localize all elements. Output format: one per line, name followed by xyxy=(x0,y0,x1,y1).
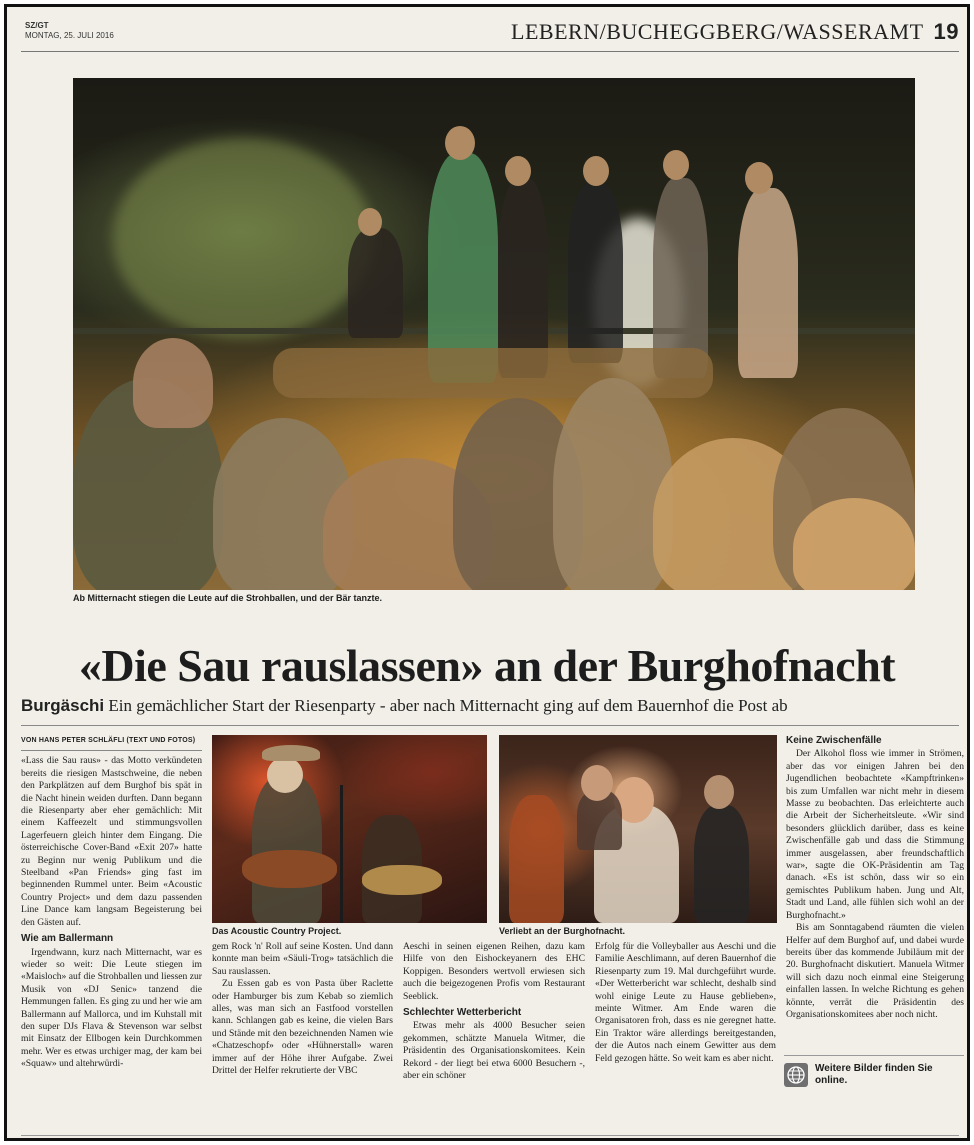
subhead-divider xyxy=(21,725,959,726)
mic-stand xyxy=(340,785,343,923)
paragraph: Aeschi in seinen eigenen Reihen, dazu kam Hilfe von den Eishockeyanern des EHC Koppigen. Besonders wertvoll erwiesen sich auch die beigezogenen Profis vom Restaurant Seeblick. xyxy=(403,941,585,1002)
guitar xyxy=(362,865,442,895)
dancer-head xyxy=(445,126,475,160)
main-photo xyxy=(73,78,915,590)
article-column-1 xyxy=(21,735,202,1130)
article-column-5 xyxy=(786,735,964,1053)
globe-icon xyxy=(784,1063,808,1087)
newspaper-page xyxy=(4,4,970,1141)
dancer-head xyxy=(663,150,689,180)
couple-photo xyxy=(499,735,777,923)
article-subheadline xyxy=(21,696,788,716)
article-column-4 xyxy=(595,941,776,1131)
musician-figure xyxy=(252,775,322,923)
musician-head xyxy=(267,757,303,793)
bystander-head xyxy=(704,775,734,809)
dancer-head xyxy=(358,208,382,236)
dancer-figure xyxy=(348,228,403,338)
crowd-person xyxy=(133,338,213,428)
paragraph: gem Rock 'n' Roll auf seine Kosten. Und dann konnte man beim «Säuli-Trog» tatsächlich die Sau rauslassen. xyxy=(212,941,393,977)
section-header xyxy=(511,19,959,45)
crowd-person xyxy=(793,498,915,590)
man-head xyxy=(581,765,613,801)
guitar xyxy=(242,850,337,888)
subheading: Schlechter Wetterbericht xyxy=(403,1007,522,1019)
straw-bales xyxy=(273,348,713,398)
page-number: 19 xyxy=(933,19,959,44)
header-divider xyxy=(21,51,959,52)
footer-divider xyxy=(21,1135,959,1136)
promo-divider xyxy=(784,1055,964,1056)
paragraph: Der Alkohol floss wie immer in Strömen, aber das vor einigen Jahren bei den Jugendlichen beobachtete «Kampftrinken» bis zum Umfallen war nicht mehr in diesem Masse zu beobachten. Das erleichterte auch die Arbeit der Sicherheitsleute. «Wir sind besonders glücklich darüber, dass es keine Zwischenfälle gab und dass die Stimmung immer ausgelassen, aber freundschaftlich war», sagte die OK-Präsidentin am Tag danach. «Es ist schön, dass wir so ein gemischtes Publikum haben. Jung und Alt, Stadt und Land, alle fühlen sich wohl an der Burghofnacht.» xyxy=(786,748,964,921)
byline: VON HANS PETER SCHLÄFLI (TEXT UND FOTOS) xyxy=(21,735,202,751)
kicker: Burgäschi xyxy=(21,696,105,715)
cowboy-hat xyxy=(262,745,320,761)
article-headline: «Die Sau rauslassen» an der Burghofnacht xyxy=(78,640,896,691)
section-title: LEBERN/BUCHEGGBERG/WASSERAMT xyxy=(511,19,924,44)
dancer-head xyxy=(505,156,531,186)
article-column-2 xyxy=(212,941,393,1131)
main-photo-caption: Ab Mitternacht stiegen die Leute auf die Strohballen, und der Bär tanzte. xyxy=(73,593,383,603)
paragraph: Etwas mehr als 4000 Besucher seien gekommen, schätzte Manuela Witmer, die Präsidentin des Organisationskomitees. Kein Rekord - der liegt bei etwa 6000 Besuchern -, aber ein schöner xyxy=(403,1020,585,1082)
paragraph: Erfolg für die Volleyballer aus Aeschi und die Familie Aeschlimann, auf deren Bauernhof die Riesenparty zum 19. Mal durchgeführt wurde. «Der Wetterbericht war schlecht, deshalb sind wohl einige Leute zu Hause geblieben», meinte Witmer. Am Ende waren die Organisatoren froh, dass es nie geregnet hatte. Ein Traktor wäre allerdings bereitgestanden, der die Autos nach einem Gewitter aus dem Feld gezogen hätte. So weit kam es aber nicht. xyxy=(595,941,776,1064)
subheading: Wie am Ballermann xyxy=(21,933,114,945)
publication-code: SZ/GT xyxy=(25,21,49,30)
dancer-figure xyxy=(738,188,798,378)
couple-photo-caption: Verliebt an der Burghofnacht. xyxy=(499,926,626,936)
masthead-meta xyxy=(25,21,114,41)
paragraph: «Lass die Sau raus» - das Motto verkündeten bereits die riesigen Mastschweine, die neben den Parkplätzen auf dem Burghof bis spät in die Nacht hinein weiden durften. Dann begann die Riesenparty aber eher gemächlich: Mit einem Kaffeezelt und stimmungsvollen Lagerfeuern gleich hinter dem Eingang. Die österreichische Cover-Band «Exit 207» hatte zu Beginn nur wenig Publikum und die Steelband «Pan Friends» ging fast im beginnenden Rummel unter. Beim «Acoustic Country Project» und dem dazu passenden Line Dance kam langsam Begeisterung bei den Gästen auf. xyxy=(21,755,202,928)
band-photo xyxy=(212,735,487,923)
subheadline-text: Ein gemächlicher Start der Riesenparty - aber nach Mitternacht ging auf dem Bauernhof die Post ab xyxy=(108,696,788,715)
paragraph: Bis am Sonntagabend räumten die vielen Helfer auf dem Burghof auf, und dabei wurde bereits über das kommende Jubiläum mit der 20. Burghofnacht diskutiert. Manuela Witmer will sich dazu noch einmal eine Steigerung einfallen lassen. In welche Richtung es gehen könnte, verrät die Präsidentin des Organisationskomitees aber noch nicht. xyxy=(786,922,964,1020)
dancer-figure xyxy=(568,183,623,363)
bystander-figure xyxy=(694,805,749,923)
bystander-figure xyxy=(509,795,564,923)
dancer-head xyxy=(745,162,773,194)
paragraph: Zu Essen gab es von Pasta über Raclette oder Hamburger bis zum Kebab so ziemlich alles, was man sich an Fastfood vorstellen kann. Schlangen gab es keine, die vielen Bars und Stände mit den bezeichnenden Namen wie «Chatzeschopf» oder «Hühnerstall» waren immer auf der Höhe ihrer Aufgabe. Zwei Drittel der Helfer rekrutierte der VBC xyxy=(212,978,393,1077)
more-photos-link[interactable]: Weitere Bilder finden Sie online. xyxy=(815,1063,933,1086)
stage-light-glow xyxy=(113,138,373,338)
dancer-head xyxy=(583,156,609,186)
band-photo-caption: Das Acoustic Country Project. xyxy=(212,926,342,936)
paragraph: Irgendwann, kurz nach Mitternacht, war es wieder so weit: Die Leute stiegen im «Maisloch» auf die Strohballen und liessen zur Musik von «DJ Senic» tanzend die Hemmungen fallen. Es ging zu und her wie am Ballermann auf Mallorca, und im Kuhstall mit den super DJs Flava & Stevenson war selbst mit Einsatz der Ellbogen kein Durchkommen mehr. Wer es etwas urchiger mag, der kam bei «Squaw» und altehrwürdi- xyxy=(21,946,202,1070)
issue-date: MONTAG, 25. JULI 2016 xyxy=(25,31,114,40)
subheading: Keine Zwischenfälle xyxy=(786,735,882,746)
article-column-3 xyxy=(403,941,585,1131)
